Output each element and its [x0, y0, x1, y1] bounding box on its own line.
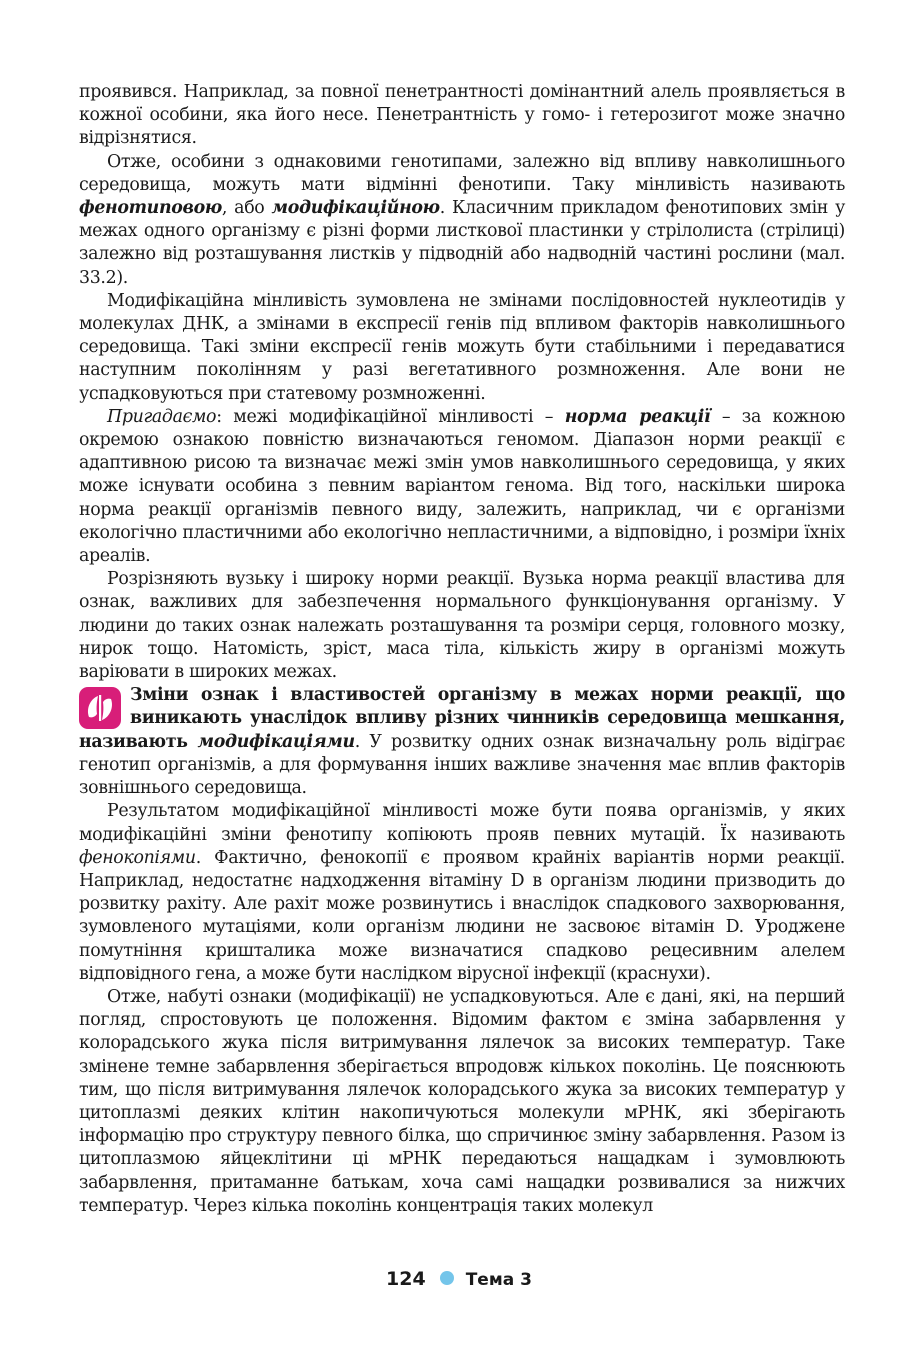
page-body	[79, 81, 845, 1218]
footer-topic: Тема 3	[465, 1270, 532, 1290]
text-run: . Класичним прикладом фенотипових змін у межах одного організму є різні форми листкової пластинки у стрілолиста (стрілиці) залежно від розташування листків у підводній або надводній частині рослини (мал. 33.2).	[79, 198, 845, 288]
text-run: Модифікаційна мінливість зумовлена не змінами послідовностей нуклеотидів у молекулах ДНК, а змінами в експресії генів під впливом факторів навколишнього середовища. Такі зміни експресії генів можуть бути стабільними і передаватися наступним поколінням у разі вегетативного розмноження. Але вони не успадковуються при статевому розмноженні.	[79, 290, 845, 404]
definition-icon	[79, 687, 121, 729]
body-paragraph	[79, 81, 845, 151]
text-run: Отже, набуті ознаки (модифікації) не успадковуються. Але є дані, які, на перший погляд, спростовують це положення. Відомим фактом є зміна забарвлення у колорадського жука після витримування лялечок за високих температур. Таке змінене темне забарвлення зберігається впродовж кількох поколінь. Це пояснюють тим, що після витримування лялечок колорадського жука за високих температур у цитоплазмі деяких клітин накопичуються молекули мРНК, які зберігають інформацію про структуру певного білка, що спричинює зміну забарвлення. Разом із цитоплазмою яйцеклітини ці мРНК передаються нащадкам і зумовлюють забарвлення, притаманне батькам, хоча самі нащадки розвивалися за нижчих температур. Через кілька поколінь концентрація таких молекул	[79, 986, 845, 1216]
body-paragraph	[79, 406, 845, 568]
page-number: 124	[386, 1268, 426, 1290]
emphasized-term: норма реакції	[564, 406, 711, 427]
definition-paragraph	[79, 684, 845, 800]
text-run: Результатом модифікаційної мінливості може бути поява організмів, у яких модифікаційні зміни фенотипу копіюють прояв певних мутацій. Їх називають	[79, 801, 845, 845]
text-run: : межі модифікаційної мінливості –	[216, 406, 565, 427]
emphasized-term: фенотиповою	[79, 198, 222, 219]
body-paragraph	[79, 151, 845, 290]
body-paragraph	[79, 986, 845, 1218]
emphasized-term: Зміни ознак і властивостей організму в межах норми реакції, що виникають унаслідок впливу різних чинників середовища мешкання, називають	[79, 685, 845, 752]
text-run: – за кожною окремою ознакою повністю визначаються геномом. Діапазон норми реакції є адаптивною рисою та визначає межі змін умов навколишнього середовища, у яких може існувати особина з певним варіантом генома. Від того, наскільки широка норма реакції організмів певного виду, залежить, наприклад, чи є організми екологічно пластичними або екологічно непластичними, а відповідно, і розміри їхніх ареалів.	[79, 406, 845, 567]
text-run: . У розвитку одних ознак визначальну роль відіграє генотип організмів, а для формування інших важливе значення має вплив факторів зовнішнього середовища.	[79, 731, 845, 799]
text-run: проявився. Наприклад, за повної пенетрантності домінантний алель проявляється в кожної особини, яка його несе. Пенетрантність у гомо- і гетерозигот може значно відрізнятися.	[79, 82, 845, 149]
emphasized-term: модифікаційною	[271, 198, 440, 219]
text-run: , або	[221, 198, 272, 219]
body-paragraph	[79, 800, 845, 986]
page-footer	[0, 1268, 918, 1290]
text-run: . Фактично, фенокопії є проявом крайніх варіантів норми реакції. Наприклад, недостатнє надходження вітаміну D в організм людини призводить до розвитку рахіту. Але рахіт може розвинутись і внаслідок спадкового захворювання, зумовленого мутаціями, коли організм людини не засвоює вітамін D. Уроджене помутніння кришталика може визначатися спадково рецесивним алелем відповідного гена, а може бути наслідком вірусної інфекції (краснухи).	[79, 847, 845, 984]
body-paragraph	[79, 290, 845, 406]
text-run: Отже, особини з однаковими генотипами, залежно від впливу навколишнього середовища, можуть мати відмінні фенотипи. Таку мінливість називають	[79, 151, 845, 195]
emphasized-term: модифікаціями	[197, 731, 355, 752]
body-paragraph	[79, 568, 845, 684]
emphasized-term: Пригадаємо	[107, 406, 217, 427]
emphasized-term: фенокопіями	[79, 847, 196, 868]
text-run: Розрізняють вузьку і широку норми реакції. Вузька норма реакції властива для ознак, важливих для забезпечення нормального функціонування організму. У людини до таких ознак належать розташування та розміри серця, головного мозку, нирок тощо. Натомість, зріст, маса тіла, кількість жиру в організмі можуть варіювати в широких межах.	[79, 569, 845, 683]
footer-bullet-icon	[440, 1271, 454, 1285]
